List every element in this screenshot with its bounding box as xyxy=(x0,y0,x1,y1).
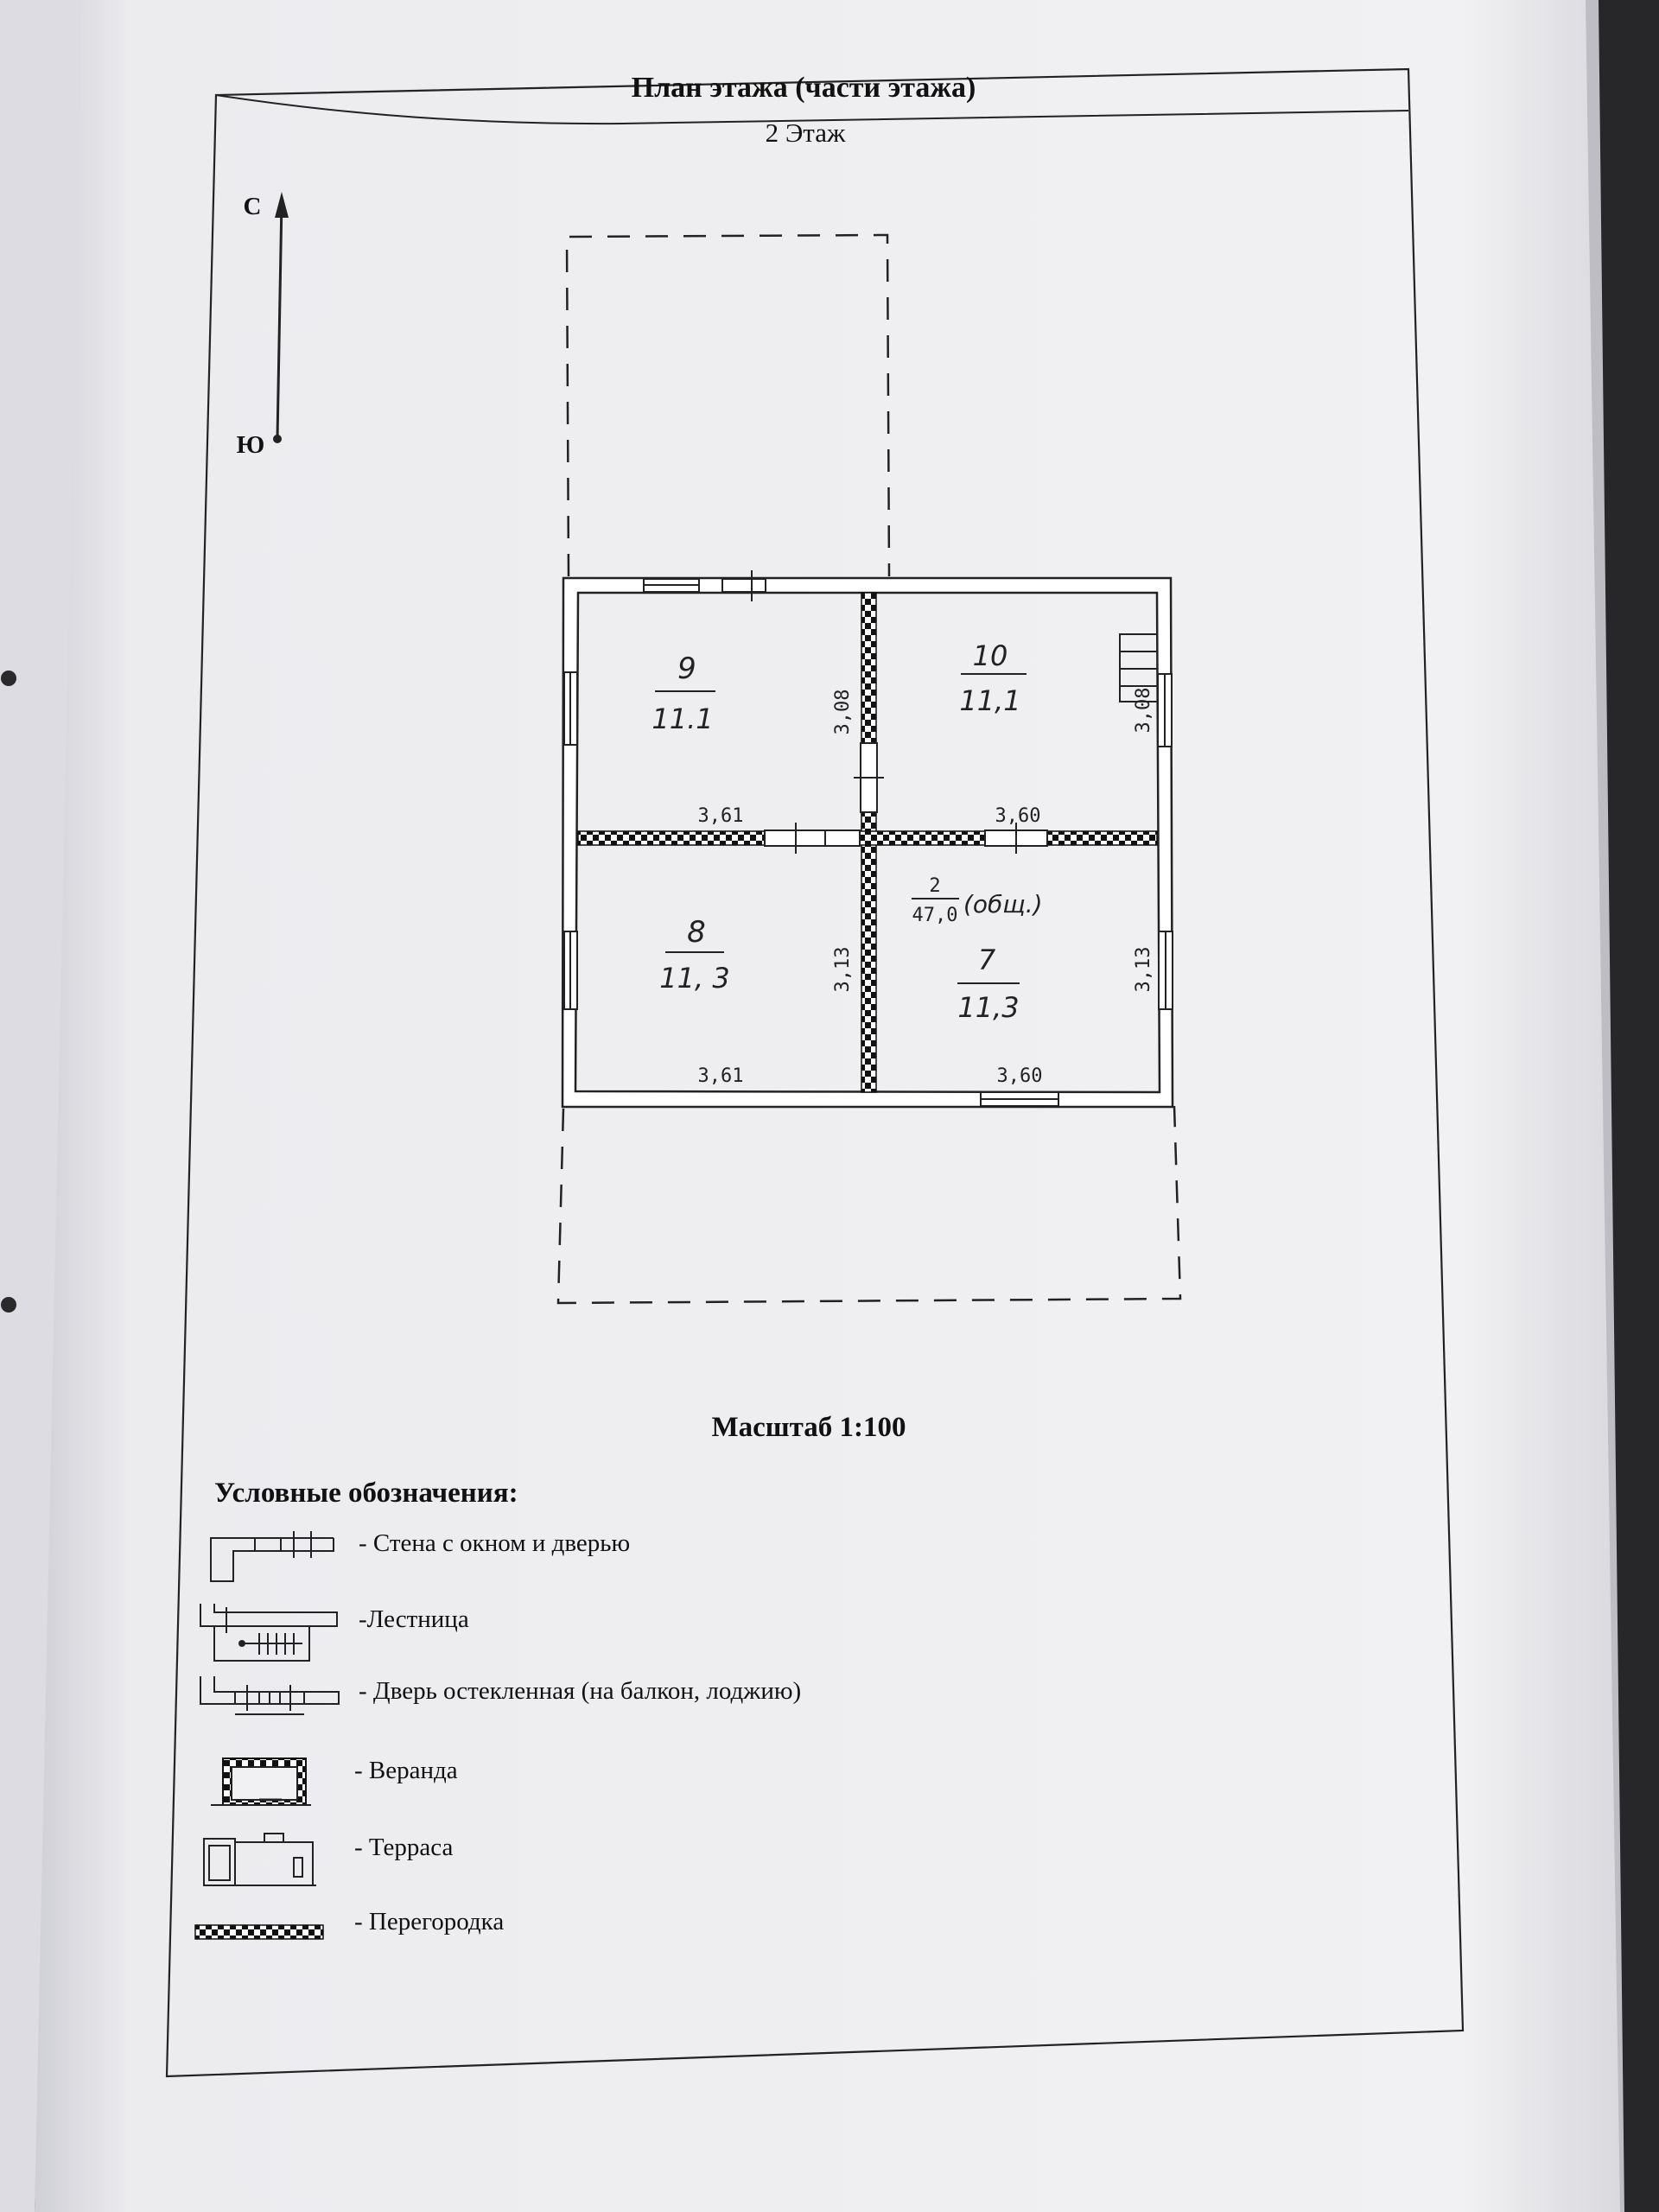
window-west-lower xyxy=(564,931,577,1009)
room-width: 3,60 xyxy=(996,1065,1043,1087)
window-west-upper xyxy=(564,672,577,745)
room-number: 8 xyxy=(687,915,706,950)
room-height: 3,08 xyxy=(1133,687,1154,734)
scale-label: Масштаб 1:100 xyxy=(711,1412,906,1443)
room-height: 3,13 xyxy=(832,946,854,993)
page-title: План этажа (части этажа) xyxy=(631,72,976,104)
legend-item-label: - Веранда xyxy=(354,1757,458,1784)
room-area: 11, 3 xyxy=(659,962,730,995)
room-number: 9 xyxy=(677,652,696,686)
partition-icon xyxy=(195,1925,323,1939)
room-height: 3,08 xyxy=(832,689,854,735)
apartment-total-note: (общ.) xyxy=(963,890,1043,918)
legend-item-label: - Дверь остекленная (на балкон, лоджию) xyxy=(359,1677,802,1705)
room-area: 11,1 xyxy=(959,684,1021,717)
legend-item-label: - Терраса xyxy=(354,1834,454,1861)
legend-item-label: - Стена с окном и дверью xyxy=(359,1529,631,1557)
window-south xyxy=(981,1092,1058,1106)
room-area: 11,3 xyxy=(957,991,1020,1024)
room-width: 3,61 xyxy=(697,1065,744,1087)
room-number: 7 xyxy=(977,944,996,976)
binder-hole xyxy=(1,1297,16,1313)
compass-south: Ю xyxy=(236,431,265,459)
room-height: 3,13 xyxy=(1133,946,1154,993)
partition-horizontal xyxy=(578,831,1157,845)
apartment-number: 2 xyxy=(929,875,941,897)
window-east-lower xyxy=(1159,931,1173,1009)
window-east-upper xyxy=(1158,674,1172,747)
legend-title: Условные обозначения: xyxy=(214,1478,518,1509)
room-width: 3,60 xyxy=(995,805,1041,827)
veranda-icon xyxy=(211,1758,311,1805)
room-area: 11.1 xyxy=(652,702,714,735)
apartment-total-area: 47,0 xyxy=(912,905,958,926)
binder-hole xyxy=(1,671,16,686)
room-width: 3,61 xyxy=(697,805,744,827)
compass-north: С xyxy=(243,193,262,220)
legend-item-label: -Лестница xyxy=(359,1605,469,1633)
legend-item-label: - Перегородка xyxy=(354,1908,505,1936)
floor-label: 2 Этаж xyxy=(765,118,846,148)
room-number: 10 xyxy=(972,639,1008,672)
